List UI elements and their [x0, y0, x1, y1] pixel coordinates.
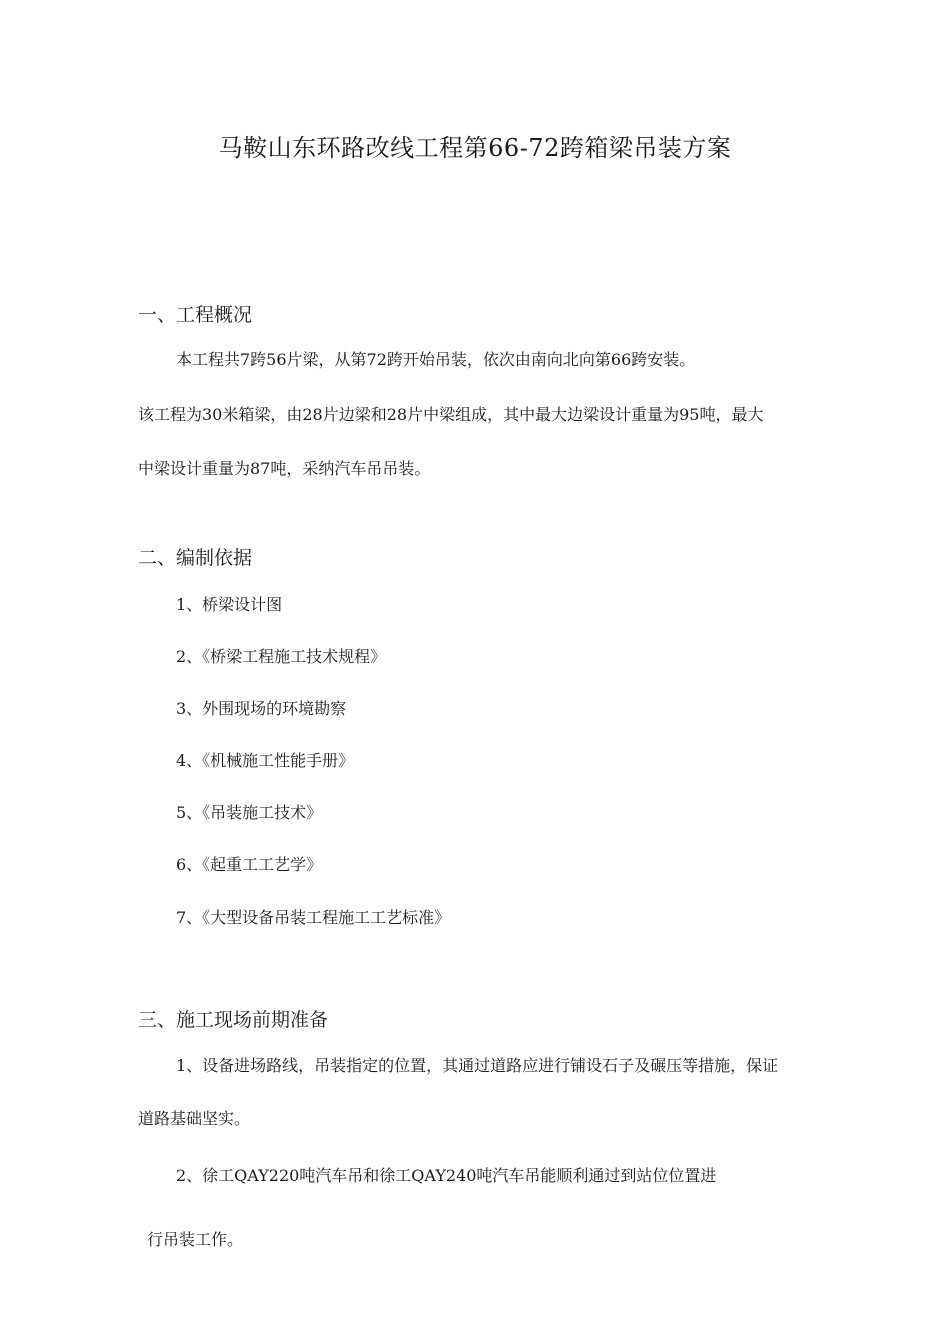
- basis-list-item: 1、桥梁设计图: [176, 595, 283, 614]
- basis-list-item: 2、《桥梁工程施工技术规程》: [176, 647, 387, 666]
- basis-list-item: 4、《机械施工性能手册》: [176, 751, 355, 770]
- document-title: 马鞍山东环路改线工程第66-72跨箱梁吊装方案: [218, 134, 732, 162]
- section-heading-preparation: 三、施工现场前期准备: [138, 1009, 329, 1031]
- preparation-paragraph-2-line-1: 2、徐工QAY220吨汽车吊和徐工QAY240吨汽车吊能顺利通过到站位位置进: [176, 1166, 717, 1185]
- overview-paragraph-1: 本工程共7跨56片梁，从第72跨开始吊装，依次由南向北向第66跨安装。: [176, 350, 696, 369]
- preparation-paragraph-2-line-2: 行吊装工作。: [147, 1230, 244, 1249]
- section-heading-overview: 一、工程概况: [138, 304, 253, 326]
- section-heading-basis: 二、编制依据: [138, 547, 253, 569]
- basis-list-item: 7、《大型设备吊装工程施工工艺标准》: [176, 908, 451, 927]
- preparation-paragraph-1-line-1: 1、设备进场路线，吊装指定的位置，其通过道路应进行铺设石子及碾压等措施，保证: [176, 1056, 779, 1075]
- basis-list-item: 3、外围现场的环境勘察: [176, 699, 347, 718]
- basis-list-item: 5、《吊装施工技术》: [176, 803, 323, 822]
- overview-paragraph-2-line-1: 该工程为30米箱梁，由28片边梁和28片中梁组成，其中最大边梁设计重量为95吨，最大: [138, 405, 764, 424]
- overview-paragraph-2-line-2: 中梁设计重量为87吨，采纳汽车吊吊装。: [138, 459, 431, 478]
- preparation-paragraph-1-line-2: 道路基础坚实。: [138, 1109, 251, 1128]
- basis-list-item: 6、《起重工工艺学》: [176, 855, 323, 874]
